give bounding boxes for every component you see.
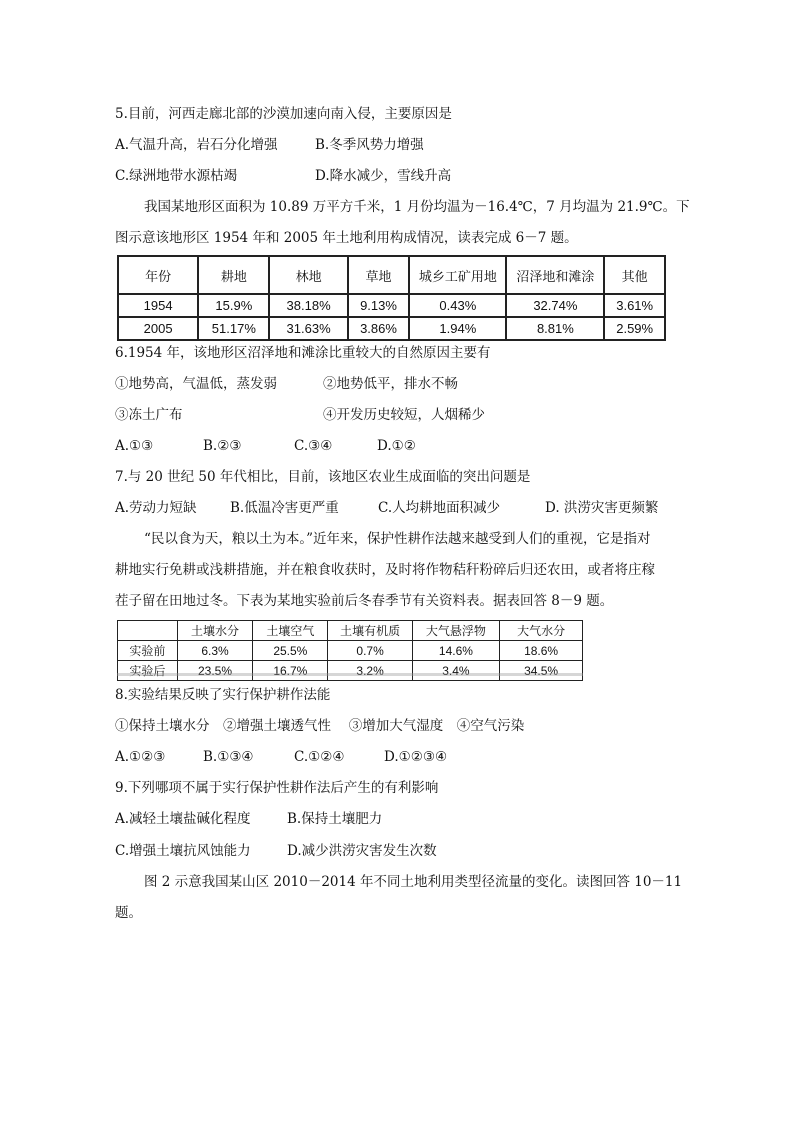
q6-item-1: ①地势高，气温低，蒸发弱 [115, 376, 277, 392]
table-header-cell: 土壤空气 [253, 621, 328, 641]
table-header-cell: 城乡工矿用地 [409, 256, 506, 294]
q9-stem: 9.下列哪项不属于实行保护性耕作法后产生的有利影响 [115, 780, 439, 796]
table-header-cell: 土壤水分 [177, 621, 252, 641]
table-cell: 9.13% [348, 294, 409, 317]
table-header-cell: 土壤有机质 [328, 621, 412, 641]
table-cell: 31.63% [269, 317, 347, 340]
table-cell: 18.6% [500, 641, 583, 661]
table-header-cell: 大气水分 [500, 621, 583, 641]
table-header-cell: 沼泽地和滩涂 [506, 256, 604, 294]
passage2-line1: “民以食为天，粮以土为本。”近年来，保护性耕作法越来越受到人们的重视，它是指对 [144, 531, 651, 547]
table-cell: 23.5% [177, 661, 252, 681]
q8-option-a: A.①②③ [115, 749, 166, 765]
table-row [118, 294, 665, 317]
q6-item-4: ④开发历史较短，人烟稀少 [323, 407, 485, 423]
passage1-line1: 我国某地形区面积为 10.89 万平方千米，1 月份均温为－16.4℃，7 月均温为 21.9℃。下 [144, 199, 690, 215]
passage2-line3: 茬子留在田地过冬。下表为某地实验前后冬春季节有关资料表。据表回答 8－9 题。 [115, 593, 614, 609]
table-cell: 38.18% [269, 294, 347, 317]
table-header-row [118, 621, 583, 641]
q8-option-c: C.①②④ [294, 749, 345, 765]
table-cell: 1.94% [409, 317, 506, 340]
table-cell: 0.43% [409, 294, 506, 317]
q7-option-c: C.人均耕地面积减少 [378, 500, 501, 516]
q5-option-c: C.绿洲地带水源枯竭 [115, 168, 238, 184]
table-row [118, 641, 583, 661]
table-row [118, 317, 665, 340]
table-cell: 3.86% [348, 317, 409, 340]
table-cell: 25.5% [253, 641, 328, 661]
q6-option-a: A.①③ [115, 438, 154, 454]
q8-items: ①保持土壤水分 ②增强土壤透气性 ③增加大气湿度 ④空气污染 [115, 718, 525, 734]
table-cell: 实验后 [118, 661, 178, 681]
table-header-cell: 其他 [604, 256, 665, 294]
table-header-cell: 耕地 [198, 256, 269, 294]
table-cell: 14.6% [412, 641, 499, 661]
table-row [118, 661, 583, 681]
table-header-cell: 大气悬浮物 [412, 621, 499, 641]
q8-option-d: D.①②③④ [384, 749, 448, 765]
table-cell: 32.74% [506, 294, 604, 317]
q7-option-b: B.低温冷害更严重 [230, 500, 339, 516]
q9-option-d: D.减少洪涝灾害发生次数 [287, 843, 437, 859]
q7-option-d: D. 洪涝灾害更频繁 [545, 500, 659, 516]
passage3-line2: 题。 [115, 905, 142, 921]
table-cell: 8.81% [506, 317, 604, 340]
table-cell: 34.5% [500, 661, 583, 681]
q9-option-b: B.保持土壤肥力 [287, 811, 383, 827]
table-cell: 16.7% [253, 661, 328, 681]
q9-option-a: A.减轻土壤盐碱化程度 [115, 811, 251, 827]
table-header-row [118, 256, 665, 294]
passage2-line2: 耕地实行免耕或浅耕措施，并在粮食收获时，及时将作物秸秆粉碎后归还农田，或者将庄稼 [115, 562, 655, 578]
table-header-cell: 林地 [269, 256, 347, 294]
q8-option-b: B.①③④ [203, 749, 254, 765]
q6-stem: 6.1954 年，该地形区沼泽地和滩涂比重较大的自然原因主要有 [115, 345, 491, 361]
table-cell: 2.59% [604, 317, 665, 340]
table-cell: 3.61% [604, 294, 665, 317]
scan-artifact [117, 673, 583, 676]
q6-option-c: C.③④ [294, 438, 333, 454]
table-header-cell [118, 621, 178, 641]
q8-stem: 8.实验结果反映了实行保护耕作法能 [115, 687, 331, 703]
q6-item-3: ③冻土广布 [115, 407, 183, 423]
q5-option-d: D.降水减少，雪线升高 [315, 168, 452, 184]
table-cell: 3.2% [328, 661, 412, 681]
q5-option-b: B.冬季风势力增强 [315, 137, 424, 153]
passage1-line2: 图示意该地形区 1954 年和 2005 年土地利用构成情况，读表完成 6－7 题。 [115, 230, 578, 246]
passage3-line1: 图 2 示意我国某山区 2010－2014 年不同土地利用类型径流量的变化。读图回答 10－11 [144, 874, 683, 890]
q5-option-a: A.气温升高，岩石分化增强 [115, 137, 278, 153]
q5-stem: 5.目前，河西走廊北部的沙漠加速向南入侵，主要原因是 [115, 106, 452, 122]
table-cell: 15.9% [198, 294, 269, 317]
table-cell: 3.4% [412, 661, 499, 681]
q7-stem: 7.与 20 世纪 50 年代相比，目前，该地区农业生成面临的突出问题是 [115, 469, 531, 485]
q9-option-c: C.增强土壤抗风蚀能力 [115, 843, 251, 859]
q6-item-2: ②地势低平，排水不畅 [323, 376, 458, 392]
land-use-table [117, 255, 666, 341]
table-cell: 6.3% [177, 641, 252, 661]
q6-option-d: D.①② [377, 438, 416, 454]
table-header-cell: 草地 [348, 256, 409, 294]
table-cell: 2005 [118, 317, 198, 340]
table-header-cell: 年份 [118, 256, 198, 294]
q7-option-a: A.劳动力短缺 [115, 500, 197, 516]
table-cell: 51.17% [198, 317, 269, 340]
table-cell: 1954 [118, 294, 198, 317]
table-cell: 实验前 [118, 641, 178, 661]
table-cell: 0.7% [328, 641, 412, 661]
q6-option-b: B.②③ [203, 438, 242, 454]
experiment-table [117, 620, 583, 681]
